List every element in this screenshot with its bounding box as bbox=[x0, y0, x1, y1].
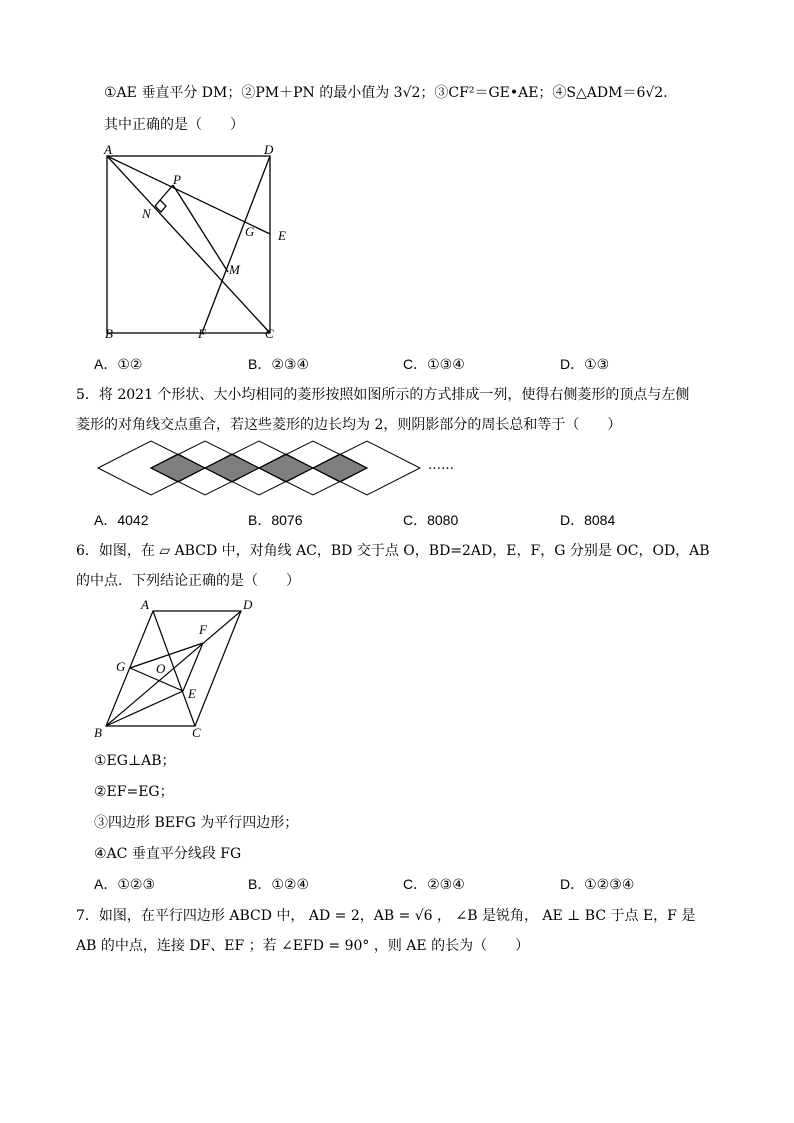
q7-line1: 7．如图，在平行四边形 ABCD 中， AD = 2，AB = √6 ， ∠B 是锐角， AE ⊥ BC 于点 E，F 是 bbox=[76, 908, 696, 924]
q4-option-b[interactable]: B．②③④ bbox=[248, 356, 309, 372]
shaded-rhombus-4 bbox=[313, 454, 367, 482]
q4-label-p: P bbox=[173, 172, 181, 187]
q5-ellipsis: …… bbox=[428, 458, 454, 473]
q6-label-a: A bbox=[141, 597, 149, 612]
q6-figure-parallelogram bbox=[88, 596, 268, 741]
q4-label-e: E bbox=[278, 228, 286, 243]
q6-label-e: E bbox=[188, 686, 196, 701]
q4-label-n: N bbox=[142, 206, 151, 221]
q6-label-b: B bbox=[94, 725, 102, 740]
q4-prompt: 其中正确的是（ ） bbox=[104, 117, 244, 133]
q6-line1: 6．如图，在 ▱ ABCD 中，对角线 AC，BD 交于点 O，BD=2AD，E，F，G 分别是 OC，OD，AB bbox=[76, 543, 710, 559]
q7-line2: AB 的中点，连接 DF、EF ；若 ∠EFD = 90° ，则 AE 的长为（ ） bbox=[76, 938, 530, 954]
q4-label-m: M bbox=[229, 262, 240, 277]
q6-statement-3: ③四边形 BEFG 为平行四边形； bbox=[94, 815, 299, 831]
q6-label-c: C bbox=[192, 725, 201, 740]
q4-label-f: F bbox=[198, 326, 206, 341]
q6-option-b[interactable]: B．①②④ bbox=[248, 876, 309, 892]
shaded-rhombus-3 bbox=[259, 454, 313, 482]
q4-option-a[interactable]: A．①② bbox=[94, 356, 143, 372]
q4-figure-square bbox=[95, 140, 295, 345]
q6-label-d: D bbox=[243, 597, 253, 612]
q4-label-d: D bbox=[264, 142, 274, 157]
q4-statement: ①AE 垂直平分 DM；②PM＋PN 的最小值为 3√2；③CF²＝GE•AE；④S△ADM＝6√2． bbox=[104, 85, 678, 101]
q4-label-b: B bbox=[105, 326, 113, 341]
shaded-rhombus-2 bbox=[205, 454, 259, 482]
q6-option-c[interactable]: C．②③④ bbox=[403, 876, 465, 892]
q6-option-a[interactable]: A．①②③ bbox=[94, 876, 155, 892]
q4-label-c: C bbox=[265, 326, 274, 341]
q6-statement-1: ①EG⊥AB； bbox=[94, 753, 176, 769]
q6-label-o: O bbox=[156, 661, 166, 676]
q5-option-b[interactable]: B．8076 bbox=[248, 512, 303, 528]
q6-label-f: F bbox=[199, 622, 207, 637]
q6-label-g: G bbox=[116, 659, 126, 674]
q5-figure-rhombuses bbox=[96, 440, 426, 500]
segment-df bbox=[202, 156, 270, 333]
shaded-rhombus-1 bbox=[151, 454, 205, 482]
q5-option-a[interactable]: A．4042 bbox=[94, 512, 149, 528]
q6-statement-4: ④AC 垂直平分线段 FG bbox=[94, 846, 242, 862]
segment-fe bbox=[183, 643, 203, 691]
q5-line2: 菱形的对角线交点重合，若这些菱形的边长均为 2，则阴影部分的周长总和等于（ ） bbox=[76, 417, 622, 433]
q4-option-c[interactable]: C．①③④ bbox=[403, 356, 465, 372]
q6-option-d[interactable]: D．①②③④ bbox=[560, 876, 635, 892]
q4-option-d[interactable]: D．①③ bbox=[560, 356, 610, 372]
q5-option-c[interactable]: C．8080 bbox=[403, 512, 459, 528]
q5-option-d[interactable]: D．8084 bbox=[560, 512, 616, 528]
q4-label-g: G bbox=[245, 224, 255, 239]
diagonal-bd bbox=[106, 611, 241, 726]
q6-line2: 的中点．下列结论正确的是（ ） bbox=[76, 573, 300, 589]
q6-statement-2: ②EF=EG； bbox=[94, 784, 174, 800]
diagonal-ac bbox=[107, 156, 270, 333]
q4-label-a: A bbox=[104, 142, 112, 157]
segment-ae bbox=[107, 156, 270, 234]
segment-pn bbox=[155, 185, 173, 206]
q5-line1: 5．将 2021 个形状、大小均相同的菱形按照如图所示的方式排成一列，使得右侧菱形的顶点与左侧 bbox=[76, 387, 690, 403]
segment-pm bbox=[173, 185, 228, 272]
